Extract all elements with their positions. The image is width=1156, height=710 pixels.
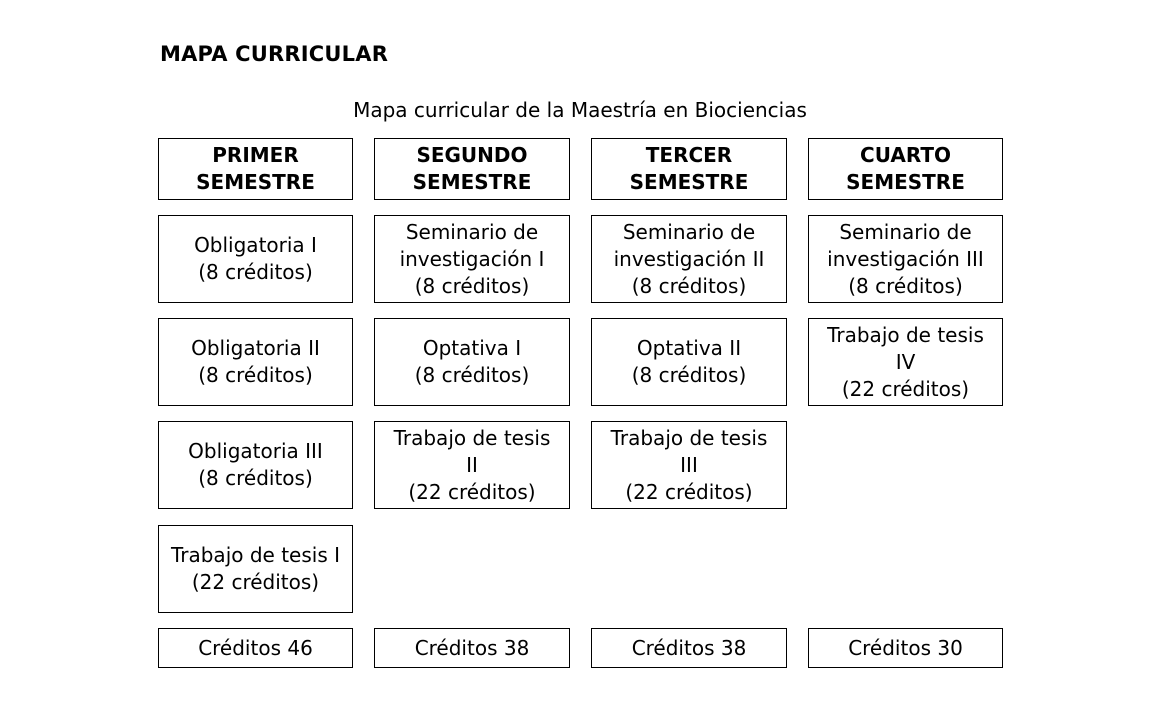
course-box-1-4: Trabajo de tesis I (22 créditos) [158,525,353,613]
semester-header-3: TERCER SEMESTRE [591,138,787,200]
credits-total-4: Créditos 30 [808,628,1003,668]
course-box-2-2: Optativa I (8 créditos) [374,318,570,406]
credits-total-2: Créditos 38 [374,628,570,668]
course-box-1-3: Obligatoria III (8 créditos) [158,421,353,509]
course-box-4-2: Trabajo de tesis IV (22 créditos) [808,318,1003,406]
course-box-3-1: Seminario de investigación II (8 créditos) [591,215,787,303]
course-box-3-3: Trabajo de tesis III (22 créditos) [591,421,787,509]
course-box-4-1: Seminario de investigación III (8 créditos) [808,215,1003,303]
course-box-1-2: Obligatoria II (8 créditos) [158,318,353,406]
course-box-2-3: Trabajo de tesis II (22 créditos) [374,421,570,509]
semester-header-4: CUARTO SEMESTRE [808,138,1003,200]
semester-header-2: SEGUNDO SEMESTRE [374,138,570,200]
map-subtitle: Mapa curricular de la Maestría en Biociencias [353,98,807,122]
semester-header-1: PRIMER SEMESTRE [158,138,353,200]
page-heading: MAPA CURRICULAR [160,42,389,66]
course-box-1-1: Obligatoria I (8 créditos) [158,215,353,303]
credits-total-3: Créditos 38 [591,628,787,668]
credits-total-1: Créditos 46 [158,628,353,668]
course-box-2-1: Seminario de investigación I (8 créditos) [374,215,570,303]
course-box-3-2: Optativa II (8 créditos) [591,318,787,406]
